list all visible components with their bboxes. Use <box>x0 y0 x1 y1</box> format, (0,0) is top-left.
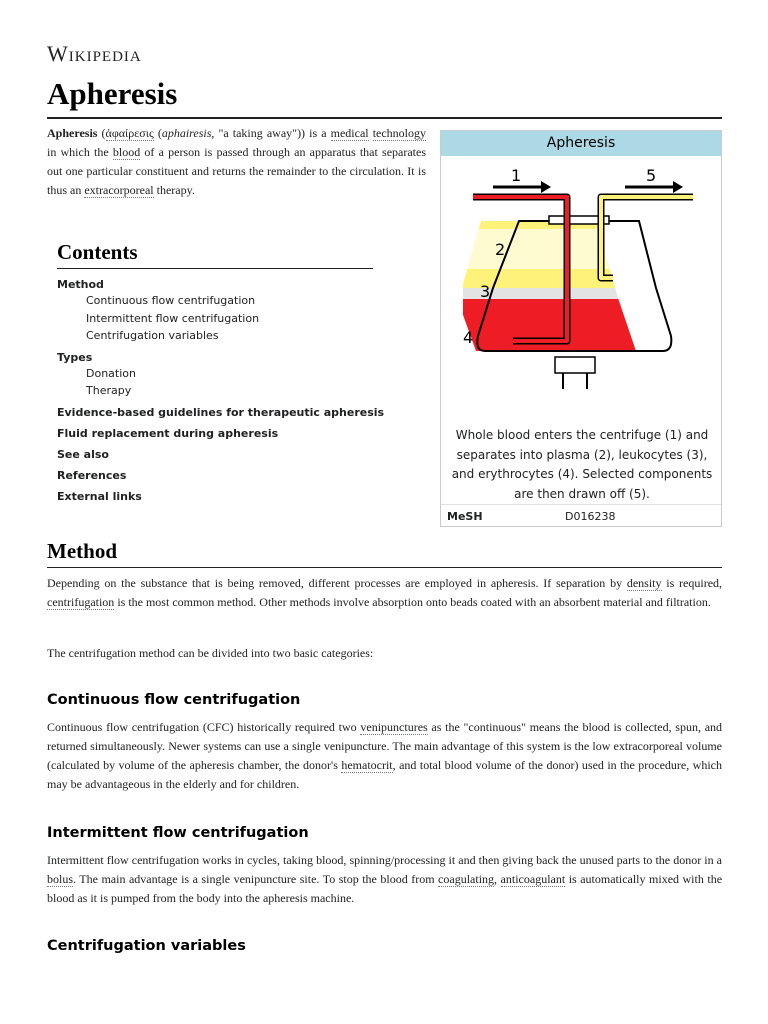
cfc-text-a: Continuous flow centrifugation (CFC) historically required two <box>47 720 357 734</box>
toc-item-method[interactable]: Method <box>57 278 104 291</box>
method-divider <box>47 567 722 568</box>
method-heading: Method <box>47 539 117 563</box>
density-link[interactable]: density <box>626 576 662 590</box>
toc-title: Contents <box>57 240 138 264</box>
cfc-text-c: , and total blood volume of the donor) used in the procedure, which may be advantageous in the elderly and for children. <box>47 758 722 791</box>
cfc-paragraph <box>47 718 722 794</box>
toc-divider <box>57 268 373 269</box>
outflow-arrow-head <box>673 181 683 193</box>
technology-link[interactable]: technology <box>372 126 427 140</box>
cfc-heading: Continuous flow centrifugation <box>47 692 301 708</box>
toc-item-see-also[interactable]: See also <box>57 448 109 461</box>
outlet-tube <box>601 197 693 278</box>
leukocyte-layer <box>463 288 703 299</box>
diagram-label-4: 4 <box>463 328 474 347</box>
apheresis-diagram[interactable] <box>463 161 703 428</box>
infobox-divider <box>441 504 721 505</box>
lead-paragraph: Apheresis (ἀφαίρεσις (aphairesis, "a taking away")) is a medical technology in which the blood of a person is passed through an apparatus that separates out one particular constituent and returns the remainder to the circulation. It is thus an extracorporeal therapy. <box>47 126 427 197</box>
inflow-arrow-head <box>541 181 551 193</box>
translit-text: aphairesis <box>161 126 212 140</box>
toc-item-donation[interactable]: Donation <box>86 367 136 380</box>
toc-item-references[interactable]: References <box>57 469 127 482</box>
ifc-heading: Intermittent flow centrifugation <box>47 825 309 841</box>
coagulating-link[interactable]: coagulating <box>438 872 495 886</box>
lead-text-3: of a person is passed through an apparatus that separates out one particular constituent and returns the remainder to the circulation. It is thus an <box>47 145 427 197</box>
diagram-label-2: 2 <box>495 240 506 259</box>
infobox-title: Apheresis <box>441 131 721 156</box>
lead-text-2: in which the <box>47 145 109 159</box>
toc-item-external-links[interactable]: External links <box>57 490 142 503</box>
ifc-text-c: , <box>494 872 498 886</box>
outlet-tube-outline <box>601 197 693 278</box>
method-text-a: Depending on the substance that is being removed, different processes are employed in apheresis. If separation by <box>47 576 623 590</box>
toc-item-therapy[interactable]: Therapy <box>86 384 132 397</box>
diagram-label-5: 5 <box>646 166 657 185</box>
cfc-text-b: as the "continuous" means the blood is collected, spun, and returned simultaneously. Newer systems can use a single venipuncture. The main advantage of this system is the low extracorporeal volume (calculated by volume of the apheresis chamber, the donor's <box>47 720 723 772</box>
extracorporeal-link[interactable]: extracorporeal <box>84 183 154 197</box>
lead-text-1: is a <box>309 126 327 140</box>
ifc-text-a: Intermittent flow centrifugation works in cycles, taking blood, spinning/processing it and then giving back the unused parts to the donor in a <box>47 853 722 867</box>
toc-item-cfc[interactable]: Continuous flow centrifugation <box>86 294 256 307</box>
toc-item-ifc[interactable]: Intermittent flow centrifugation <box>86 312 260 325</box>
meaning-text: "a taking away" <box>218 126 298 140</box>
ifc-text-d: is automatically mixed with the blood as it is pumped from the body into the apheresis machine. <box>47 872 723 905</box>
ifc-paragraph <box>47 851 722 908</box>
infobox <box>440 130 722 527</box>
title-divider <box>47 117 722 119</box>
page-title: Apheresis <box>47 76 178 111</box>
toc-item-fluid-replacement[interactable]: Fluid replacement during apheresis <box>57 427 279 440</box>
mesh-label: MeSH <box>447 510 483 523</box>
toc-item-evidence[interactable]: Evidence-based guidelines for therapeutic apheresis <box>57 406 385 419</box>
greek-link[interactable]: ἀφαίρεσις <box>105 126 154 140</box>
bolus-link[interactable]: bolus <box>47 872 74 886</box>
mesh-value[interactable]: D016238 <box>565 510 616 523</box>
method-paragraph-1 <box>47 574 722 612</box>
toc-item-types[interactable]: Types <box>57 351 93 364</box>
lead-text-4: therapy. <box>156 183 195 197</box>
anticoagulant-link[interactable]: anticoagulant <box>500 872 566 886</box>
infobox-caption: Whole blood enters the centrifuge (1) and separates into plasma (2), leukocytes (3), and erythrocytes (4). Selected components are then drawn off (5). <box>451 428 713 501</box>
ifc-text-b: . The main advantage is a single venipuncture site. To stop the blood from <box>73 872 435 886</box>
blood-link[interactable]: blood <box>112 145 141 159</box>
centrifugation-link[interactable]: centrifugation <box>47 595 115 609</box>
hematocrit-link[interactable]: hematocrit <box>341 758 393 772</box>
method-text-b: is required, <box>666 576 723 590</box>
centrifuge-diagram-svg <box>463 161 703 423</box>
lead-term: Apheresis <box>47 126 98 140</box>
medical-link[interactable]: medical <box>330 126 369 140</box>
centrifugation-variables-heading: Centrifugation variables <box>47 938 246 954</box>
diagram-label-3: 3 <box>480 282 491 301</box>
wikipedia-logo[interactable]: Wikipedia <box>47 41 142 66</box>
venipunctures-link[interactable]: venipunctures <box>360 720 428 734</box>
toc-item-centrifugation-variables[interactable]: Centrifugation variables <box>86 329 219 342</box>
diagram-label-1: 1 <box>511 166 522 185</box>
method-paragraph-2: The centrifugation method can be divided into two basic categories: <box>47 646 374 660</box>
centrifuge-base <box>555 357 595 373</box>
method-text-c: is the most common method. Other methods involve absorption onto beads coated with an absorbent material and filtration. <box>117 595 711 609</box>
